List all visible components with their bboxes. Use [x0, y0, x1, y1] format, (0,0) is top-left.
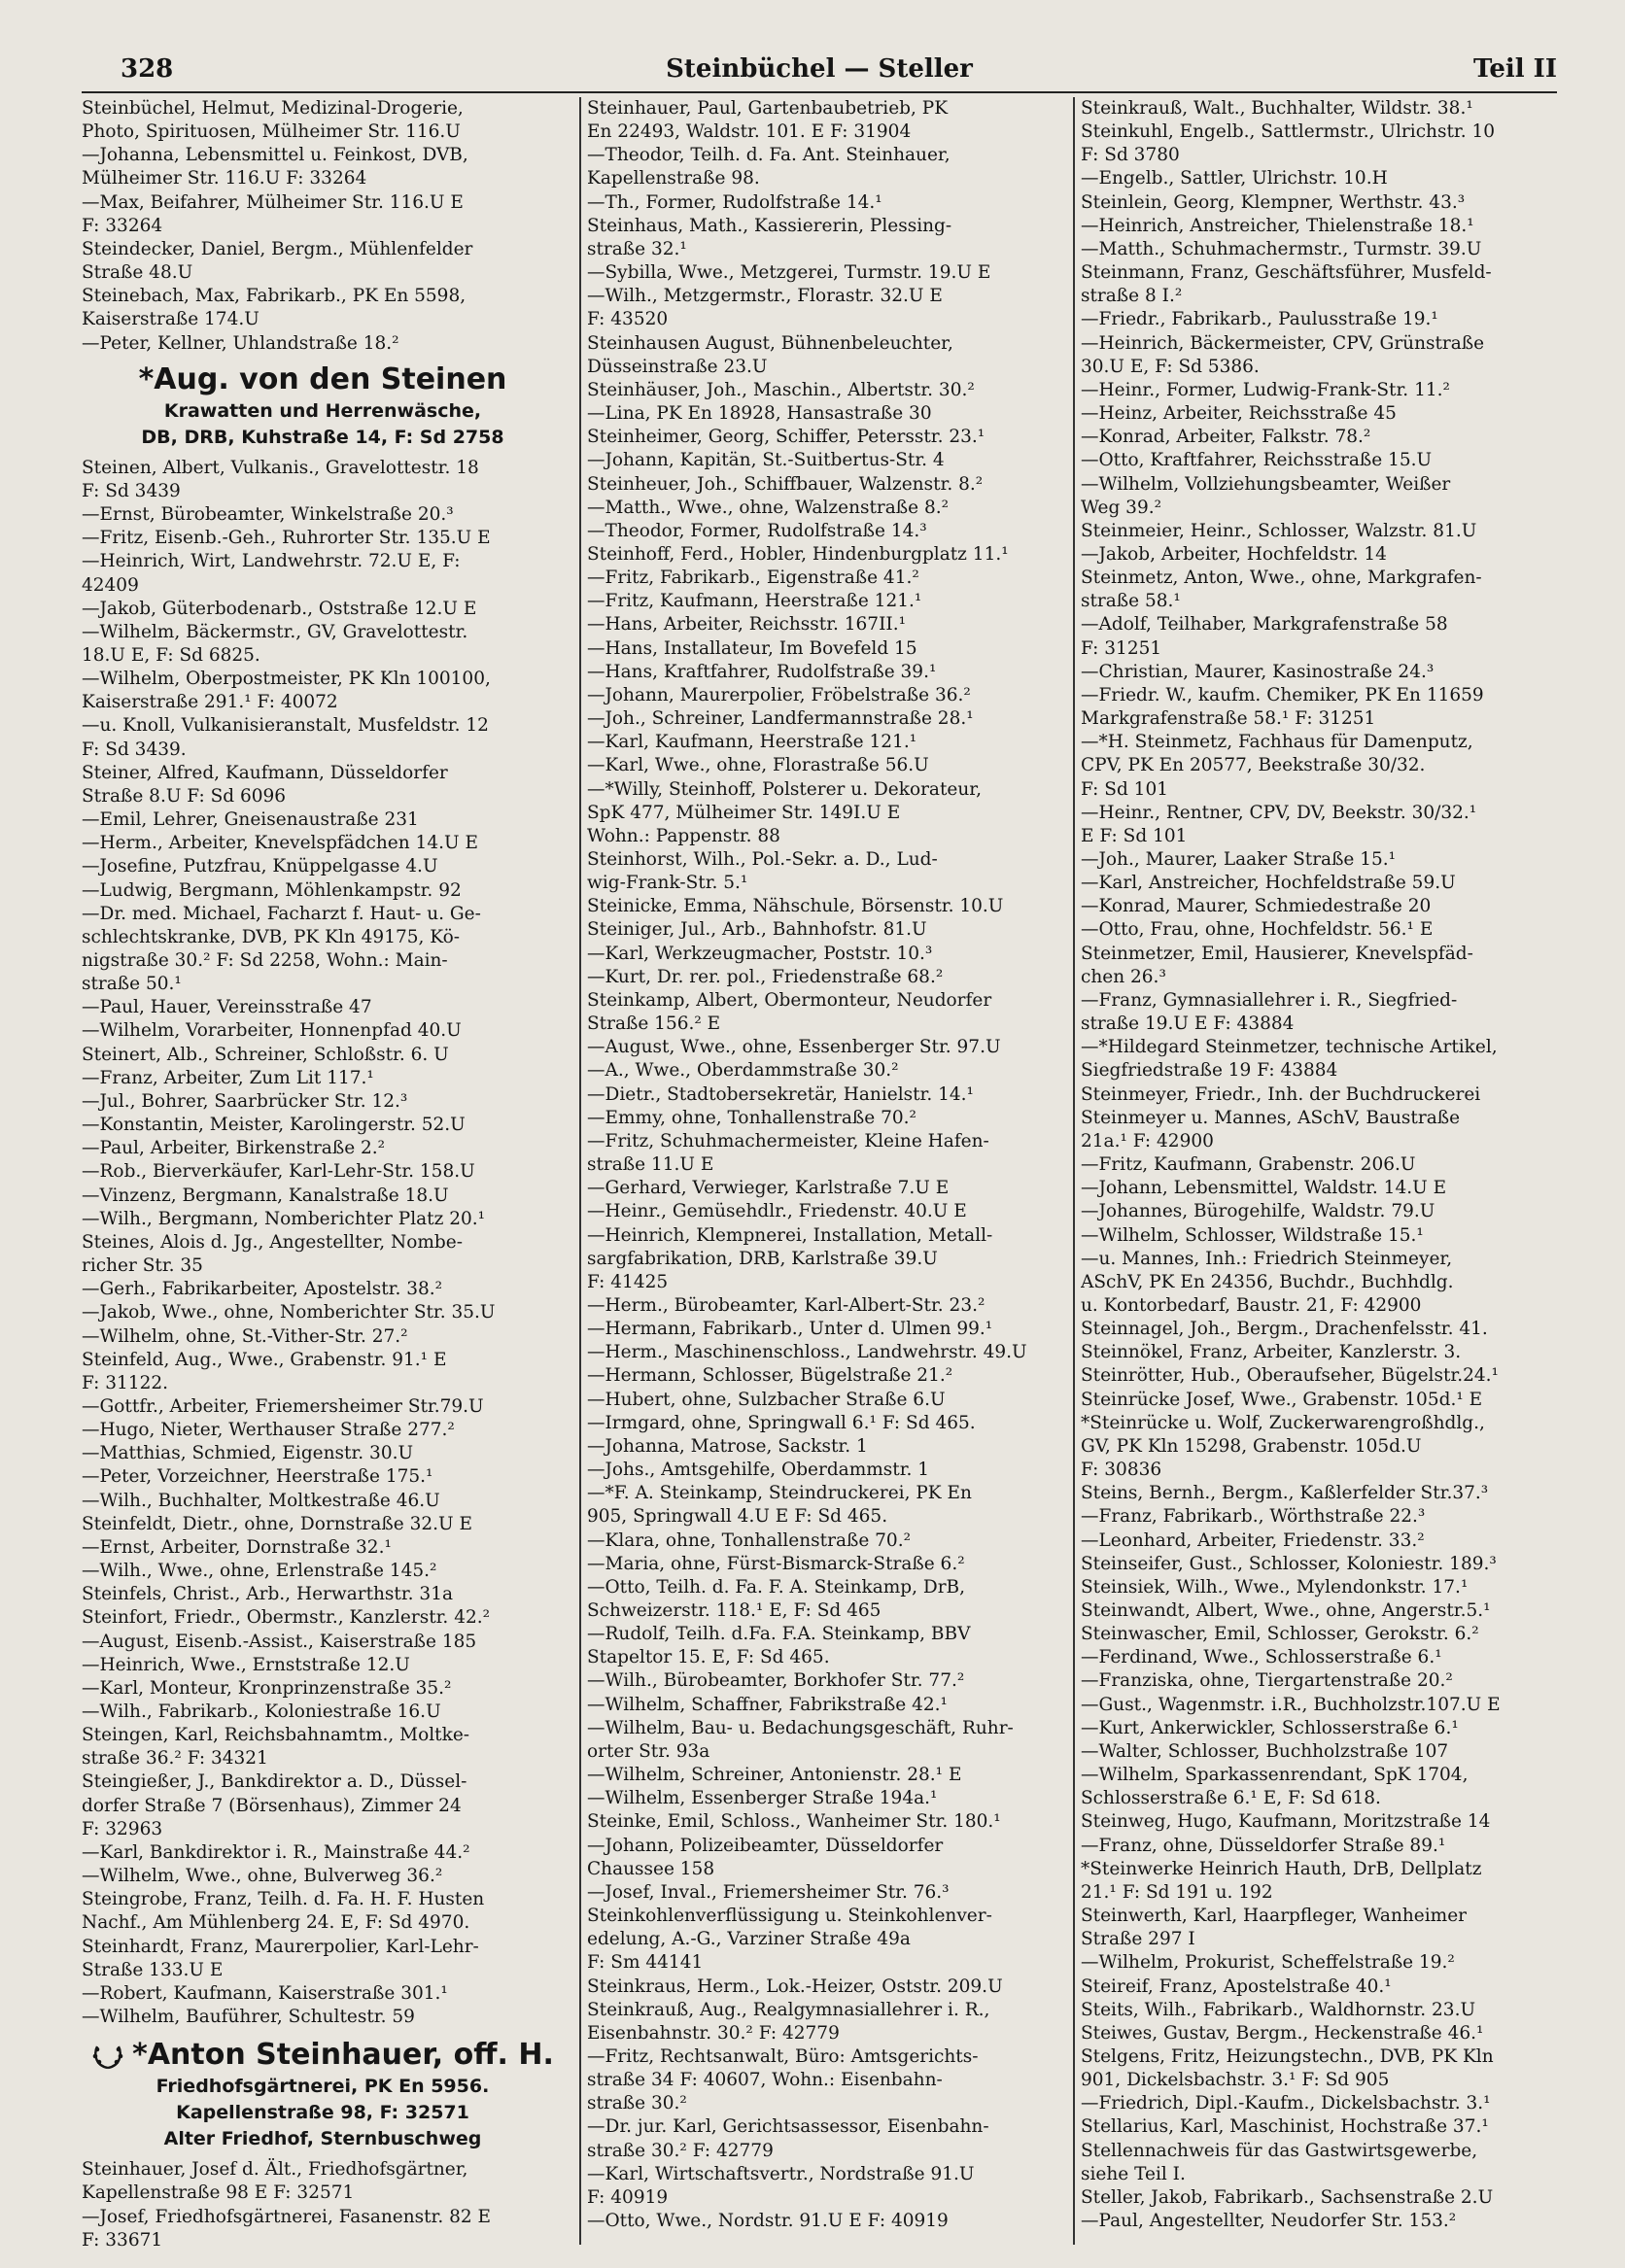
directory-entry-line: —Dr. jur. Karl, Gerichtsassessor, Eisenbahn-: [587, 2116, 989, 2138]
directory-entry-line: Steinnagel, Joh., Bergm., Drachenfelsstr. 41.: [1081, 1319, 1488, 1340]
directory-entry-line: —Ludwig, Bergmann, Möhlenkampstr. 92: [82, 879, 462, 901]
directory-entry-line: orter Str. 93a: [587, 1740, 710, 1762]
directory-entry-line: u. Kontorbedarf, Baustr. 21, F: 42900: [1081, 1294, 1422, 1316]
ad-line: Friedhofsgärtnerei, PK En 5956.: [156, 2076, 490, 2098]
directory-entry-line: —Peter, Kellner, Uhlandstraße 18.²: [82, 332, 399, 354]
directory-entry-line: —*H. Steinmetz, Fachhaus für Damenputz,: [1081, 732, 1473, 753]
directory-entry-line: —Wilh., Metzgermstr., Florastr. 32.U E: [587, 286, 943, 307]
directory-entry-line: Steiniger, Jul., Arb., Bahnhofstr. 81.U: [587, 919, 927, 941]
directory-entry-line: Stelgens, Fritz, Heizungstechn., DVB, PK Kln: [1081, 2045, 1494, 2067]
directory-entry-line: 21.¹ F: Sd 191 u. 192: [1081, 1881, 1273, 1903]
directory-entry-line: —Josefine, Putzfrau, Knüppelgasse 4.U: [82, 856, 438, 877]
directory-entry-line: SpK 477, Mülheimer Str. 149I.U E: [587, 802, 901, 823]
directory-entry-line: —Ernst, Bürobeamter, Winkelstraße 20.³: [82, 504, 454, 526]
directory-entry-line: —Joh., Schreiner, Landfermannstraße 28.¹: [587, 708, 974, 730]
directory-entry-line: —Johann, Kapitän, St.-Suitbertus-Str. 4: [587, 450, 945, 471]
directory-entry-line: Steinkrauß, Walt., Buchhalter, Wildstr. 38.¹: [1081, 98, 1473, 119]
directory-entry-line: En 22493, Waldstr. 101. E F: 31904: [587, 121, 912, 143]
directory-entry-line: —Fritz, Schuhmachermeister, Kleine Hafen-: [587, 1130, 989, 1151]
directory-entry-line: —Kurt, Ankerwickler, Schlosserstraße 6.¹: [1081, 1717, 1459, 1738]
directory-entry-line: —Hans, Arbeiter, Reichsstr. 167II.¹: [587, 614, 906, 636]
directory-entry-line: straße 30.²: [587, 2093, 687, 2114]
directory-entry-line: —Johann, Lebensmittel, Waldstr. 14.U E: [1081, 1178, 1447, 1199]
wreath-logo-icon: [91, 2042, 124, 2071]
directory-entry-line: —Paul, Angestellter, Neudorfer Str. 153.²: [1081, 2211, 1457, 2232]
directory-entry-line: —Fritz, Rechtsanwalt, Büro: Amtsgerichts-: [587, 2045, 979, 2067]
directory-entry-line: —Josef, Inval., Friemersheimer Str. 76.³: [587, 1881, 950, 1903]
directory-entry-line: F: 33671: [82, 2229, 163, 2251]
directory-entry-line: Weg 39.²: [1081, 497, 1162, 518]
directory-entry-line: —Wilhelm, Bäckermstr., GV, Gravelottestr.: [82, 621, 468, 642]
directory-entry-line: —Karl, Wwe., ohne, Florastraße 56.U: [587, 755, 929, 776]
directory-entry-line: —Konrad, Maurer, Schmiedestraße 20: [1081, 896, 1432, 917]
directory-entry-line: —Fritz, Fabrikarb., Eigenstraße 41.²: [587, 567, 919, 589]
directory-entry-line: ASchV, PK En 24356, Buchdr., Buchhdlg.: [1081, 1271, 1454, 1292]
directory-entry-line: Steinhaus, Math., Kassiererin, Plessing-: [587, 215, 952, 236]
directory-entry-line: Steinheuer, Joh., Schiffbauer, Walzenstr. 8.²: [587, 473, 984, 495]
ad-title-row: [82, 2037, 564, 2074]
advertisement-anton-steinhauer: [82, 2037, 564, 2152]
directory-entry-line: Kapellenstraße 98.: [587, 168, 760, 189]
directory-entry-line: 21a.¹ F: 42900: [1081, 1130, 1214, 1151]
directory-entry-line: —Walter, Schlosser, Buchholzstraße 107: [1081, 1740, 1449, 1762]
ad-title: *Aug. von den Steinen: [138, 361, 507, 396]
directory-entry-line: Düsseinstraße 23.U: [587, 356, 768, 377]
column-2: [579, 97, 1069, 2245]
directory-entry-line: Steinebach, Max, Fabrikarb., PK En 5598,: [82, 286, 467, 307]
directory-entry-line: Steinen, Albert, Vulkanis., Gravelottestr. 18: [82, 457, 479, 478]
column-1-entries-bottom: [82, 2158, 564, 2252]
directory-entry-line: Steinwerth, Karl, Haarpfleger, Wanheimer: [1081, 1906, 1467, 1927]
directory-entry-line: straße 32.¹: [587, 238, 687, 259]
directory-entry-line: —Friedrich, Dipl.-Kaufm., Dickelsbachstr. 3.¹: [1081, 2093, 1491, 2114]
directory-entry-line: Steinwandt, Albert, Wwe., ohne, Angerstr.5.¹: [1081, 1600, 1491, 1621]
directory-entry-line: —Heinrich, Bäckermeister, CPV, Grünstraße: [1081, 332, 1485, 354]
directory-entry-line: Stellennachweis für das Gastwirtsgewerbe,: [1081, 2140, 1478, 2161]
ad-line: Krawatten und Herrenwäsche,: [163, 399, 482, 422]
directory-entry-line: F: 31122.: [82, 1372, 169, 1393]
directory-entry-line: —Wilhelm, Wwe., ohne, Bulverweg 36.²: [82, 1866, 443, 1887]
directory-entry-line: straße 8 I.²: [1081, 286, 1183, 307]
column-1: [82, 97, 564, 2252]
directory-entry-line: —Wilhelm, Schaffner, Fabrikstraße 42.¹: [587, 1694, 948, 1715]
directory-entry-line: 30.U E, F: Sd 5386.: [1081, 356, 1260, 377]
directory-entry-line: —Wilhelm, Bau- u. Bedachungsgeschäft, Ruhr-: [587, 1717, 1014, 1738]
directory-entry-line: —Jakob, Wwe., ohne, Nomberichter Str. 35.U: [82, 1302, 496, 1323]
directory-entry-line: —Fritz, Kaufmann, Heerstraße 121.¹: [587, 591, 922, 612]
directory-entry-line: —Peter, Vorzeichner, Heerstraße 175.¹: [82, 1466, 433, 1488]
directory-entry-line: —Matth., Schuhmachermstr., Turmstr. 39.U: [1081, 238, 1482, 259]
directory-entry-line: —Emmy, ohne, Tonhallenstraße 70.²: [587, 1107, 916, 1128]
column-1-entries-middle: [82, 457, 564, 2029]
directory-entry-line: —Wilhelm, Vorarbeiter, Honnenpfad 40.U: [82, 1020, 462, 1042]
directory-entry-line: —Heinrich, Klempnerei, Installation, Metall-: [587, 1224, 993, 1246]
directory-entry-line: straße 34 F: 40607, Wohn.: Eisenbahn-: [587, 2070, 943, 2091]
directory-entry-line: E F: Sd 101: [1081, 825, 1188, 846]
directory-entry-line: Kaiserstraße 291.¹ F: 40072: [82, 692, 338, 713]
ad-line: DB, DRB, Kuhstraße 14, F: Sd 2758: [141, 426, 504, 448]
directory-entry-line: —Klara, ohne, Tonhallenstraße 70.²: [587, 1529, 911, 1551]
directory-entry-line: Steinhorst, Wilh., Pol.-Sekr. a. D., Lud-: [587, 849, 938, 870]
directory-entry-line: Steinlein, Georg, Klempner, Werthstr. 43.³: [1081, 191, 1466, 213]
directory-entry-line: Steinrücke Josef, Wwe., Grabenstr. 105d.¹ E: [1081, 1389, 1483, 1410]
directory-entry-line: —Rudolf, Teilh. d.Fa. F.A. Steinkamp, BBV: [587, 1624, 971, 1645]
directory-entry-line: —Johann, Maurerpolier, Fröbelstraße 36.²: [587, 684, 971, 705]
directory-entry-line: *Steinwerke Heinrich Hauth, DrB, Dellplatz: [1081, 1858, 1482, 1879]
directory-entry-line: straße 30.² F: 42779: [587, 2140, 774, 2161]
part-label: Teil II: [1472, 54, 1557, 84]
directory-entry-line: —Franz, Fabrikarb., Wörthstraße 22.³: [1081, 1506, 1426, 1528]
directory-entry-line: CPV, PK En 20577, Beekstraße 30/32.: [1081, 755, 1426, 776]
directory-entry-line: —Jul., Bohrer, Saarbrücker Str. 12.³: [82, 1090, 408, 1112]
directory-entry-line: Steinert, Alb., Schreiner, Schloßstr. 6. U: [82, 1044, 449, 1065]
directory-entry-line: richer Str. 35: [82, 1255, 203, 1277]
directory-entry-line: —Jakob, Güterbodenarb., Oststraße 12.U E: [82, 598, 477, 619]
directory-entry-line: —Heinrich, Wirt, Landwehrstr. 72.U E, F:: [82, 551, 461, 572]
directory-entry-line: Steingen, Karl, Reichsbahnamtm., Moltke-: [82, 1725, 470, 1746]
directory-entry-line: —Friedr. W., kaufm. Chemiker, PK En 11659: [1081, 684, 1484, 705]
directory-entry-line: —Hugo, Nieter, Werthauser Straße 277.²: [82, 1420, 455, 1441]
directory-entry-line: —Karl, Kaufmann, Heerstraße 121.¹: [587, 732, 917, 753]
directory-entry-line: —Heinrich, Anstreicher, Thielenstraße 18.¹: [1081, 215, 1474, 236]
directory-entry-line: Straße 133.U E: [82, 1959, 224, 1980]
directory-entry-line: Steits, Wilh., Fabrikarb., Waldhornstr. 23.U: [1081, 1999, 1476, 2020]
directory-entry-line: Steinhardt, Franz, Maurerpolier, Karl-Lehr-: [82, 1936, 479, 1957]
directory-entry-line: —Johs., Amtsgehilfe, Oberdammstr. 1: [587, 1460, 930, 1481]
directory-entry-line: Steiwes, Gustav, Bergm., Heckenstraße 46.¹: [1081, 2022, 1484, 2044]
directory-entry-line: —Theodor, Former, Rudolfstraße 14.³: [587, 520, 927, 541]
directory-entry-line: Steindecker, Daniel, Bergm., Mühlenfelder: [82, 238, 473, 259]
directory-entry-line: wig-Frank-Str. 5.¹: [587, 873, 748, 894]
directory-entry-line: Steller, Jakob, Fabrikarb., Sachsenstraße 2.U: [1081, 2186, 1494, 2208]
directory-entry-line: 901, Dickelsbachstr. 3.¹ F: Sd 905: [1081, 2070, 1390, 2091]
directory-entry-line: —August, Eisenb.-Assist., Kaiserstraße 185: [82, 1631, 477, 1652]
directory-entry-line: —Otto, Frau, ohne, Hochfeldstr. 56.¹ E: [1081, 919, 1434, 941]
directory-entry-line: F: Sm 44141: [587, 1952, 704, 1974]
directory-entry-line: —*F. A. Steinkamp, Steindruckerei, PK En: [587, 1483, 972, 1504]
directory-entry-line: —Karl, Bankdirektor i. R., Mainstraße 44.²: [82, 1841, 470, 1863]
directory-entry-line: —u. Mannes, Inh.: Friedrich Steinmeyer,: [1081, 1248, 1453, 1269]
directory-entry-line: Steinwascher, Emil, Schlosser, Gerokstr. 6.²: [1081, 1624, 1479, 1645]
directory-entry-line: F: 30836: [1081, 1460, 1162, 1481]
column-3-entries: [1081, 97, 1567, 2233]
directory-entry-line: —Johann, Polizeibeamter, Düsseldorfer: [587, 1835, 944, 1856]
directory-entry-line: Nachf., Am Mühlenberg 24. E, F: Sd 4970.: [82, 1912, 470, 1934]
directory-entry-line: Steinfels, Christ., Arb., Herwarthstr. 31a: [82, 1584, 453, 1605]
directory-entry-line: Straße 8.U F: Sd 6096: [82, 785, 287, 807]
directory-entry-line: —Wilhelm, Bauführer, Schultestr. 59: [82, 2007, 415, 2028]
directory-entry-line: Steinheimer, Georg, Schiffer, Petersstr. 23.¹: [587, 427, 985, 448]
directory-entry-line: schlechtskranke, DVB, PK Kln 49175, Kö-: [82, 926, 460, 947]
directory-entry-line: Schweizerstr. 118.¹ E, F: Sd 465: [587, 1600, 882, 1621]
directory-entry-line: Steinmetz, Anton, Wwe., ohne, Markgrafen-: [1081, 567, 1482, 589]
directory-entry-line: Steinbüchel, Helmut, Medizinal-Drogerie,: [82, 98, 464, 119]
directory-entry-line: edelung, A.-G., Varziner Straße 49a: [587, 1929, 911, 1950]
directory-entry-line: Steinkohlenverflüssigung u. Steinkohlenver-: [587, 1906, 992, 1927]
directory-entry-line: —Theodor, Teilh. d. Fa. Ant. Steinhauer,: [587, 145, 951, 166]
directory-entry-line: Steinicke, Emma, Nähschule, Börsenstr. 10.U: [587, 896, 1004, 917]
directory-entry-line: Steinhoff, Ferd., Hobler, Hindenburgplatz 11.¹: [587, 543, 1009, 565]
directory-entry-line: —Gottfr., Arbeiter, Friemersheimer Str.79.U: [82, 1395, 484, 1417]
directory-entry-line: —Franz, Gymnasiallehrer i. R., Siegfried-: [1081, 989, 1458, 1011]
directory-entry-line: siehe Teil I.: [1081, 2163, 1186, 2184]
page-number: 328: [121, 54, 174, 84]
directory-entry-line: —Wilh., Fabrikarb., Koloniestraße 16.U: [82, 1701, 441, 1722]
directory-entry-line: —Herm., Bürobeamter, Karl-Albert-Str. 23.²: [587, 1294, 985, 1316]
directory-entry-line: F: 31251: [1081, 637, 1162, 659]
directory-entry-line: —Gerh., Fabrikarbeiter, Apostelstr. 38.²: [82, 1279, 443, 1300]
directory-entry-line: F: Sd 3780: [1081, 145, 1180, 166]
directory-entry-line: Stellarius, Karl, Maschinist, Hochstraße 37.¹: [1081, 2116, 1489, 2138]
directory-entry-line: —Karl, Monteur, Kronprinzenstraße 35.²: [82, 1677, 452, 1699]
directory-entry-line: dorfer Straße 7 (Börsenhaus), Zimmer 24: [82, 1795, 462, 1816]
directory-entry-line: —Karl, Wirtschaftsvertr., Nordstraße 91.U: [587, 2163, 975, 2184]
directory-entry-line: —Rob., Bierverkäufer, Karl-Lehr-Str. 158.U: [82, 1161, 475, 1183]
directory-entry-line: Steinkraus, Herm., Lok.-Heizer, Oststr. 209.U: [587, 1976, 1003, 1997]
directory-entry-line: straße 50.¹: [82, 974, 182, 995]
directory-entry-line: F: Sd 3439: [82, 480, 181, 501]
directory-entry-line: —Lina, PK En 18928, Hansastraße 30: [587, 403, 932, 425]
directory-entry-line: straße 19.U E F: 43884: [1081, 1014, 1295, 1035]
directory-entry-line: 905, Springwall 4.U E F: Sd 465.: [587, 1506, 888, 1528]
directory-entry-line: —Robert, Kaufmann, Kaiserstraße 301.¹: [82, 1982, 448, 2004]
directory-entry-line: Steins, Bernh., Bergm., Kaßlerfelder Str.37.³: [1081, 1483, 1489, 1504]
directory-entry-line: —Wilhelm, Essenberger Straße 194a.¹: [587, 1788, 938, 1809]
column-2-entries: [587, 97, 1069, 2233]
directory-entry-line: —Fritz, Kaufmann, Grabenstr. 206.U: [1081, 1154, 1416, 1176]
directory-entry-line: —Matthias, Schmied, Eigenstr. 30.U: [82, 1443, 414, 1464]
directory-entry-line: —Maria, ohne, Fürst-Bismarck-Straße 6.²: [587, 1553, 965, 1574]
directory-entry-line: Steinfeldt, Dietr., ohne, Dornstraße 32.U E: [82, 1513, 473, 1534]
directory-entry-line: —Paul, Arbeiter, Birkenstraße 2.²: [82, 1138, 386, 1159]
directory-entry-line: —Heinrich, Wwe., Ernststraße 12.U: [82, 1654, 410, 1675]
directory-entry-line: Steinfeld, Aug., Wwe., Grabenstr. 91.¹ E: [82, 1349, 447, 1370]
directory-entry-line: —Konstantin, Meister, Karolingerstr. 52.U: [82, 1115, 466, 1136]
directory-entry-line: —Adolf, Teilhaber, Markgrafenstraße 58: [1081, 614, 1448, 636]
directory-entry-line: sargfabrikation, DRB, Karlstraße 39.U: [587, 1248, 938, 1269]
directory-entry-line: Steinhauer, Josef d. Ält., Friedhofsgärtner,: [82, 2159, 468, 2181]
directory-entry-line: F: 40919: [587, 2186, 669, 2208]
running-title: Steinbüchel — Steller: [666, 54, 973, 84]
directory-entry-line: —Karl, Anstreicher, Hochfeldstraße 59.U: [1081, 873, 1456, 894]
directory-entry-line: —Matth., Wwe., ohne, Walzenstraße 8.²: [587, 497, 950, 518]
directory-entry-line: Stapeltor 15. E, F: Sd 465.: [587, 1647, 830, 1668]
directory-entry-line: —Engelb., Sattler, Ulrichstr. 10.H: [1081, 168, 1388, 189]
directory-entry-line: Eisenbahnstr. 30.² F: 42779: [587, 2022, 840, 2044]
directory-entry-line: Straße 297 I: [1081, 1929, 1195, 1950]
directory-entry-line: —Irmgard, ohne, Springwall 6.¹ F: Sd 465.: [587, 1412, 976, 1433]
directory-entry-line: —Herm., Arbeiter, Knevelspfädchen 14.U E: [82, 833, 478, 854]
directory-entry-line: straße 36.² F: 34321: [82, 1748, 268, 1770]
directory-entry-line: —Wilhelm, Sparkassenrendant, SpK 1704,: [1081, 1765, 1469, 1786]
directory-entry-line: Steinhäuser, Joh., Maschin., Albertstr. 30.²: [587, 379, 975, 400]
directory-entry-line: —A., Wwe., Oberdammstraße 30.²: [587, 1060, 899, 1082]
directory-entry-line: Steinkrauß, Aug., Realgymnasiallehrer i. R.,: [587, 1999, 990, 2020]
directory-entry-line: —Dr. med. Michael, Facharzt f. Haut- u. Ge-: [82, 903, 481, 924]
directory-entry-line: —Heinr., Gemüsehdlr., Friedenstr. 40.U E: [587, 1201, 967, 1222]
directory-entry-line: —Kurt, Dr. rer. pol., Friedenstraße 68.²: [587, 966, 944, 987]
directory-entry-line: Steinfort, Friedr., Obermstr., Kanzlerstr. 42.²: [82, 1607, 491, 1629]
directory-entry-line: 18.U E, F: Sd 6825.: [82, 644, 260, 666]
directory-entry-line: Straße 156.² E: [587, 1014, 721, 1035]
directory-entry-line: *Steinrücke u. Wolf, Zuckerwarengroßhdlg.,: [1081, 1412, 1485, 1433]
ad-line: Alter Friedhof, Sternbuschweg: [163, 2128, 482, 2150]
directory-entry-line: —Otto, Kraftfahrer, Reichsstraße 15.U: [1081, 450, 1433, 471]
directory-entry-line: —Joh., Maurer, Laaker Straße 15.¹: [1081, 849, 1397, 870]
directory-entry-line: —Josef, Friedhofsgärtnerei, Fasanenstr. 82 E: [82, 2206, 492, 2227]
directory-entry-line: —Johanna, Lebensmittel u. Feinkost, DVB,: [82, 145, 468, 166]
directory-entry-line: —Ferdinand, Wwe., Schlosserstraße 6.¹: [1081, 1647, 1442, 1668]
directory-entry-line: —Wilhelm, Schlosser, Wildstraße 15.¹: [1081, 1224, 1424, 1246]
directory-entry-line: Steinhausen August, Bühnenbeleuchter,: [587, 332, 953, 354]
directory-entry-line: —Wilh., Bürobeamter, Borkhofer Str. 77.²: [587, 1670, 965, 1692]
ad-title: *Anton Steinhauer, off. H.: [132, 2038, 554, 2073]
column-1-entries-top: [82, 97, 564, 356]
directory-entry-line: —Leonhard, Arbeiter, Friedenstr. 33.²: [1081, 1529, 1425, 1551]
directory-entry-line: —Vinzenz, Bergmann, Kanalstraße 18.U: [82, 1185, 449, 1206]
directory-entry-line: Steinkuhl, Engelb., Sattlermstr., Ulrichstr. 10: [1081, 121, 1496, 143]
directory-entry-line: Steinkamp, Albert, Obermonteur, Neudorfer: [587, 989, 992, 1011]
directory-entry-line: Steiner, Alfred, Kaufmann, Düsseldorfer: [82, 762, 448, 783]
directory-entry-line: —Emil, Lehrer, Gneisenaustraße 231: [82, 809, 419, 831]
directory-entry-line: —*Willy, Steinhoff, Polsterer u. Dekorateur,: [587, 778, 982, 800]
directory-entry-line: —Herm., Maschinenschloss., Landwehrstr. 49.U: [587, 1342, 1027, 1363]
directory-entry-line: Chaussee 158: [587, 1858, 715, 1879]
directory-entry-line: —Hubert, ohne, Sulzbacher Straße 6.U: [587, 1389, 946, 1410]
directory-entry-line: —Heinz, Arbeiter, Reichsstraße 45: [1081, 403, 1397, 425]
directory-entry-line: —Franz, Arbeiter, Zum Lit 117.¹: [82, 1067, 374, 1088]
directory-entry-line: F: Sd 3439.: [82, 739, 187, 760]
directory-entry-line: Steinrötter, Hub., Oberaufseher, Bügelstr.24.¹: [1081, 1365, 1499, 1387]
directory-entry-line: —Th., Former, Rudolfstraße 14.¹: [587, 191, 882, 213]
directory-entry-line: chen 26.³: [1081, 966, 1166, 987]
directory-entry-line: Steinweg, Hugo, Kaufmann, Moritzstraße 14: [1081, 1811, 1491, 1833]
directory-entry-line: straße 58.¹: [1081, 591, 1181, 612]
directory-entry-line: —Gerhard, Verwieger, Karlstraße 7.U E: [587, 1178, 950, 1199]
directory-entry-line: —Wilhelm, Prokurist, Scheffelstraße 19.²: [1081, 1952, 1455, 1974]
directory-entry-line: Steinmeyer, Friedr., Inh. der Buchdruckerei: [1081, 1083, 1481, 1105]
page-header: [82, 51, 1557, 93]
directory-entry-line: —Franz, ohne, Düsseldorfer Straße 89.¹: [1081, 1835, 1446, 1856]
directory-entry-line: —Wilhelm, Oberpostmeister, PK Kln 100100,: [82, 669, 491, 690]
directory-entry-line: —Hermann, Schlosser, Bügelstraße 21.²: [587, 1365, 953, 1387]
directory-entry-line: F: 32963: [82, 1818, 163, 1839]
directory-entry-line: —Jakob, Arbeiter, Hochfeldstr. 14: [1081, 543, 1387, 565]
directory-entry-line: Steines, Alois d. Jg., Angestellter, Nombe-: [82, 1231, 463, 1253]
directory-entry-line: Steinsiek, Wilh., Wwe., Mylendonkstr. 17.¹: [1081, 1576, 1469, 1598]
directory-entry-line: —Heinr., Former, Ludwig-Frank-Str. 11.²: [1081, 379, 1450, 400]
directory-entry-line: —Johanna, Matrose, Sackstr. 1: [587, 1435, 868, 1457]
column-3: [1073, 97, 1567, 2245]
directory-entry-line: —Karl, Werkzeugmacher, Poststr. 10.³: [587, 943, 933, 964]
directory-entry-line: Steinhauer, Paul, Gartenbaubetrieb, PK: [587, 98, 949, 119]
directory-entry-line: Siegfriedstraße 19 F: 43884: [1081, 1060, 1338, 1082]
directory-entry-line: Steinmeier, Heinr., Schlosser, Walzstr. 81.U: [1081, 520, 1477, 541]
directory-entry-line: —u. Knoll, Vulkanisieranstalt, Musfeldstr. 12: [82, 715, 489, 737]
directory-entry-line: —Sybilla, Wwe., Metzgerei, Turmstr. 19.U E: [587, 262, 991, 284]
directory-entry-line: GV, PK Kln 15298, Grabenstr. 105d.U: [1081, 1435, 1422, 1457]
directory-entry-line: —Hermann, Fabrikarb., Unter d. Ulmen 99.¹: [587, 1319, 993, 1340]
directory-entry-line: Steinnökel, Franz, Arbeiter, Kanzlerstr. 3.: [1081, 1342, 1462, 1363]
directory-entry-line: —Wilh., Wwe., ohne, Erlenstraße 145.²: [82, 1561, 437, 1582]
directory-entry-line: —Max, Beifahrer, Mülheimer Str. 116.U E: [82, 191, 464, 213]
directory-entry-line: —Hans, Installateur, Im Bovefeld 15: [587, 637, 917, 659]
directory-entry-line: —Dietr., Stadtobersekretär, Hanielstr. 14.¹: [587, 1083, 974, 1105]
directory-entry-line: Kaiserstraße 174.U: [82, 309, 259, 330]
ad-line: Kapellenstraße 98, F: 32571: [176, 2102, 469, 2124]
directory-entry-line: Wohn.: Pappenstr. 88: [587, 825, 780, 846]
directory-entry-line: —Wilhelm, ohne, St.-Vither-Str. 27.²: [82, 1325, 408, 1347]
directory-entry-line: —Gust., Wagenmstr. i.R., Buchholzstr.107.U E: [1081, 1694, 1501, 1715]
directory-entry-line: F: 41425: [587, 1271, 669, 1292]
directory-entry-line: —Christian, Maurer, Kasinostraße 24.³: [1081, 661, 1435, 682]
directory-entry-line: —Wilhelm, Schreiner, Antonienstr. 28.¹ E: [587, 1765, 962, 1786]
directory-entry-line: nigstraße 30.² F: Sd 2258, Wohn.: Main-: [82, 950, 448, 971]
directory-entry-line: F: 43520: [587, 309, 669, 330]
directory-entry-line: F: Sd 101: [1081, 778, 1168, 800]
directory-entry-line: —Otto, Wwe., Nordstr. 91.U E F: 40919: [587, 2211, 949, 2232]
directory-entry-line: Steingrobe, Franz, Teilh. d. Fa. H. F. Husten: [82, 1889, 485, 1910]
directory-entry-line: Steinmetzer, Emil, Hausierer, Knevelspfäd-: [1081, 943, 1473, 964]
directory-entry-line: —August, Wwe., ohne, Essenberger Str. 97.U: [587, 1037, 1001, 1058]
directory-entry-line: Steinmann, Franz, Geschäftsführer, Musfeld-: [1081, 262, 1492, 284]
directory-entry-line: straße 11.U E: [587, 1154, 714, 1176]
directory-entry-line: F: 33264: [82, 215, 163, 236]
directory-entry-line: Photo, Spirituosen, Mülheimer Str. 116.U: [82, 121, 461, 143]
directory-entry-line: Straße 48.U: [82, 262, 193, 284]
directory-entry-line: —Friedr., Fabrikarb., Paulusstraße 19.¹: [1081, 309, 1438, 330]
directory-entry-line: —Johannes, Bürogehilfe, Waldstr. 79.U: [1081, 1201, 1435, 1222]
directory-entry-line: Steinke, Emil, Schloss., Wanheimer Str. 180.¹: [587, 1811, 1001, 1833]
advertisement-von-den-steinen: [82, 361, 564, 451]
directory-entry-line: —Fritz, Eisenb.-Geh., Ruhrorter Str. 135.U E: [82, 528, 491, 549]
directory-entry-line: Schlosserstraße 6.¹ E, F: Sd 618.: [1081, 1788, 1381, 1809]
directory-entry-line: Kapellenstraße 98 E F: 32571: [82, 2182, 355, 2204]
directory-entry-line: —Otto, Teilh. d. Fa. F. A. Steinkamp, DrB,: [587, 1576, 966, 1598]
directory-entry-line: —Ernst, Arbeiter, Dornstraße 32.¹: [82, 1536, 392, 1558]
directory-entry-line: —Konrad, Arbeiter, Falkstr. 78.²: [1081, 427, 1371, 448]
directory-entry-line: —Wilhelm, Vollziehungsbeamter, Weißer: [1081, 473, 1451, 495]
directory-entry-line: —*Hildegard Steinmetzer, technische Artikel,: [1081, 1037, 1498, 1058]
directory-entry-line: 42409: [82, 574, 139, 596]
directory-entry-line: —Paul, Hauer, Vereinsstraße 47: [82, 997, 372, 1018]
directory-entry-line: Mülheimer Str. 116.U F: 33264: [82, 168, 367, 189]
directory-entry-line: —Hans, Kraftfahrer, Rudolfstraße 39.¹: [587, 661, 937, 682]
directory-entry-line: —Heinr., Rentner, CPV, DV, Beekstr. 30/32.¹: [1081, 802, 1477, 823]
directory-entry-line: Steireif, Franz, Apostelstraße 40.¹: [1081, 1976, 1392, 1997]
directory-entry-line: —Franziska, ohne, Tiergartenstraße 20.²: [1081, 1670, 1453, 1692]
directory-entry-line: —Wilh., Bergmann, Nomberichter Platz 20.¹: [82, 1208, 486, 1229]
directory-entry-line: —Wilh., Buchhalter, Moltkestraße 46.U: [82, 1490, 440, 1511]
directory-entry-line: Markgrafenstraße 58.¹ F: 31251: [1081, 708, 1376, 730]
directory-entry-line: Steingießer, J., Bankdirektor a. D., Düssel-: [82, 1771, 467, 1793]
directory-entry-line: Steinseifer, Gust., Schlosser, Koloniestr. 189.³: [1081, 1553, 1497, 1574]
directory-entry-line: Steinmeyer u. Mannes, ASchV, Baustraße: [1081, 1107, 1461, 1128]
